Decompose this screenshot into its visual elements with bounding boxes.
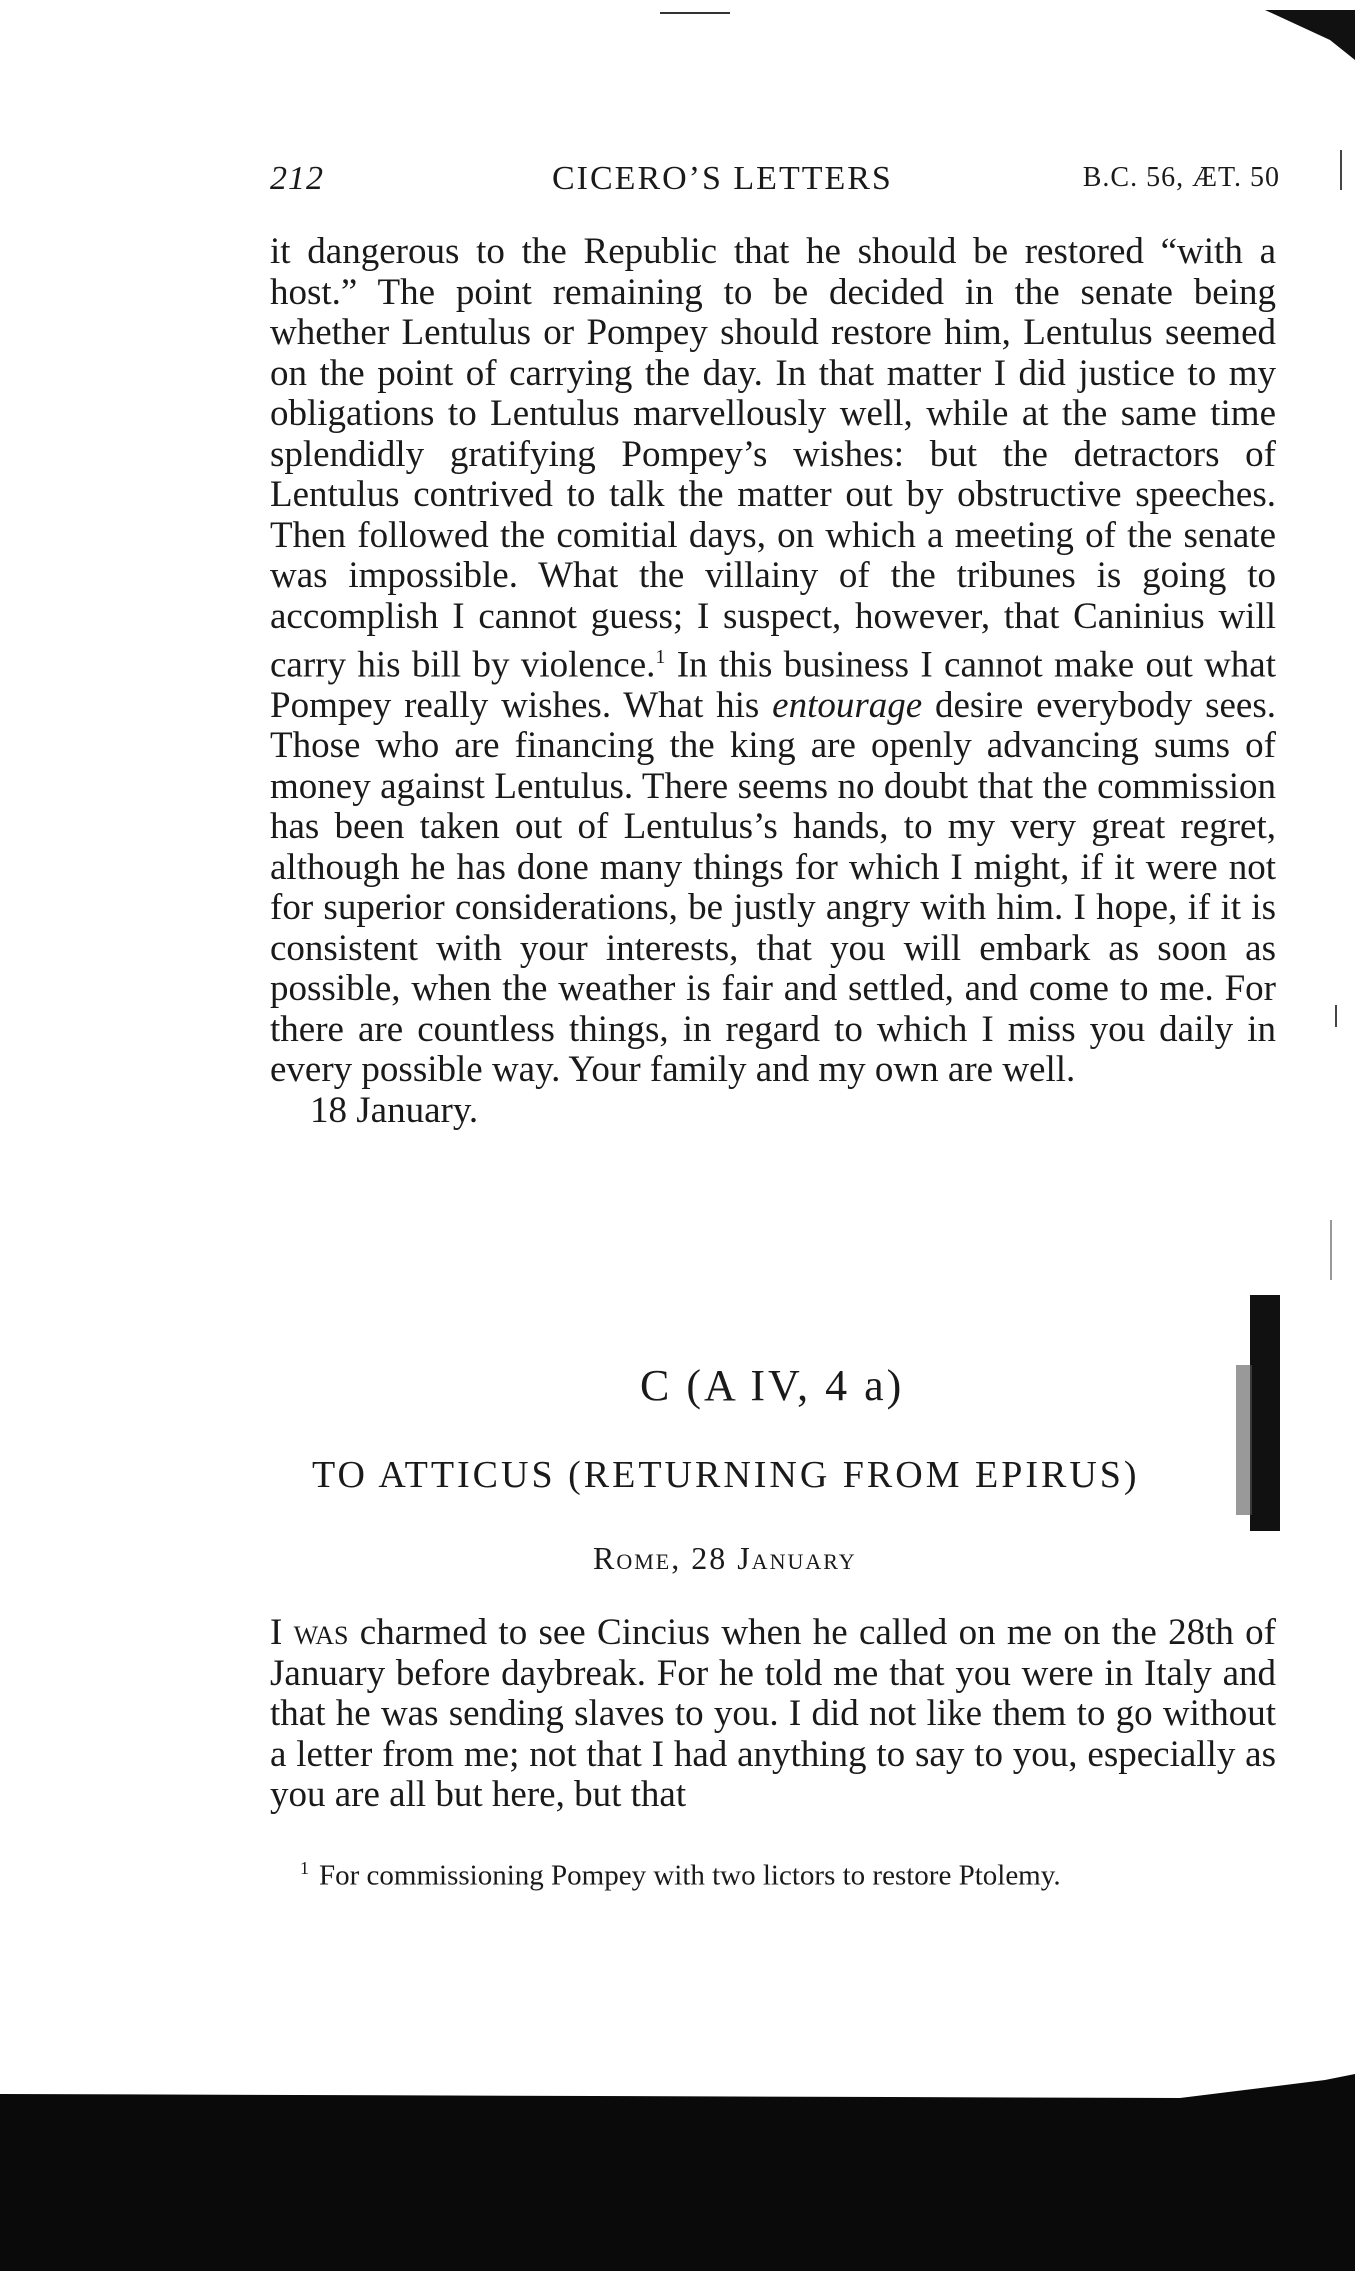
page-number: 212 xyxy=(270,160,324,197)
opening-small-caps: I was xyxy=(270,1612,349,1653)
scan-edge-mark xyxy=(1335,1005,1337,1027)
scan-edge-mark xyxy=(1330,1220,1332,1280)
footnote-reference: 1 xyxy=(655,646,666,668)
letter-place-date: Rome, 28 January xyxy=(593,1540,857,1576)
footnote xyxy=(300,1858,1260,1893)
scan-bottom-black-band xyxy=(0,2074,1355,2271)
book-title: CICERO’S LETTERS xyxy=(552,160,893,197)
binding-shadow-artifact xyxy=(1228,1295,1284,1531)
scan-top-rule xyxy=(660,12,730,14)
scan-edge-mark xyxy=(1340,150,1342,190)
book-page: 212 CICERO’S LETTERS B.C. 56, ÆT. 50 it dangerous to the Republic that he should be restored “with a host.” The point remaining to be decided in the senate being whether Lentulus or Pompey should restore him, Lentulus seemed on the point of carrying the day. In that matter I did justice to my obligations to Lentulus marvellously well, while at the same time splendidly gratifying Pompey’s wishes: but the detractors of Lentulus contrived to talk the matter out by obstructive speeches. Then followed the comitial days, on which a meeting of the senate was impossible. What the villainy of the tribunes is going to accomplish I cannot guess; I suspect, however, that Caninius will carry his bill by violence.$^1$ In this business I cannot make out what Pompey really wishes. What his entourage desire everybody sees. Those who are financing the king are openly advancing sums of money against Lentulus. There seems no doubt that the commission has been taken out of Lentulus’s hands, to my very great regret, although he has done many things for which I might, if it were not for superior considerations, be justly angry with him. I hope, if it is consistent with your interests, that you will embark as soon as possible, when the weather is fair and settled, and come to me. For there are countless things, in regard to which I miss you daily in every possible way. Your family and my own are well. 18 January. C (A IV, 4 a) TO ATTICUS (RETURNING FROM EPIRUS) Rome, 28 January I was charmed to see Cincius when he called on me on the 28th of January before daybreak. For he told me that you were in Italy and that he was sending slaves to you. I did not like them to go without a letter from me; not that I had anything to say to you, especially as you are all but here, but that $^1$ For commissioning Pompey with two lictors to restore Ptolemy. xyxy=(0,0,1355,2271)
letter-date-signoff: 18 January. xyxy=(310,1089,479,1131)
letter-addressee-heading: TO ATTICUS (RETURNING FROM EPIRUS) xyxy=(312,1454,1140,1496)
scan-corner-artifact xyxy=(1235,0,1355,70)
running-head xyxy=(270,160,1280,210)
italic-word: entourage xyxy=(772,684,923,726)
letter-paragraph: I was charmed to see Cincius when he called on me on the 28th of January before daybreak. For he told me that you were in Italy and that he was sending slaves to you. I did not like them to go without a letter from me; not that I had anything to say to you, especially as you are all but here, but that xyxy=(270,1612,1276,1815)
letter-body xyxy=(270,1613,1276,1816)
continued-paragraph: it dangerous to the Republic that he should be restored “with a host.” The point remaining to be decided in the senate being whether Lentulus or Pompey should restore him, Lentulus seemed on the point of carrying the day. In that matter I did justice to my obligations to Lentulus marvellously well, while at the same time splendidly gratifying Pompey’s wishes: but the detractors of Lentulus contrived to talk the matter out by obstructive speeches. Then followed the comitial days, on which a meeting of the senate was impossible. What the villainy of the tribunes is going to accomplish I cannot guess; I suspect, however, that Caninius will carry his bill by violence.$^1$ In this business I cannot make out what Pompey really wishes. What his entourage desire everybody sees. Those who are financing the king are openly advancing sums of money against Lentulus. There seems no doubt that the commission has been taken out of Lentulus’s hands, to my very great regret, although he has done many things for which I might, if it were not for superior considerations, be justly angry with him. I hope, if it is consistent with your interests, that you will embark as soon as possible, when the weather is fair and settled, and come to me. For there are countless things, in regard to which I miss you daily in every possible way. Your family and my own are well. xyxy=(270,231,1276,1091)
running-date: B.C. 56, ÆT. 50 xyxy=(1082,162,1280,193)
footnote-marker: 1 xyxy=(300,1858,309,1878)
footnote-text: For commissioning Pompey with two lictors to restore Ptolemy. xyxy=(319,1859,1061,1892)
continued-letter-text xyxy=(270,232,1276,1131)
